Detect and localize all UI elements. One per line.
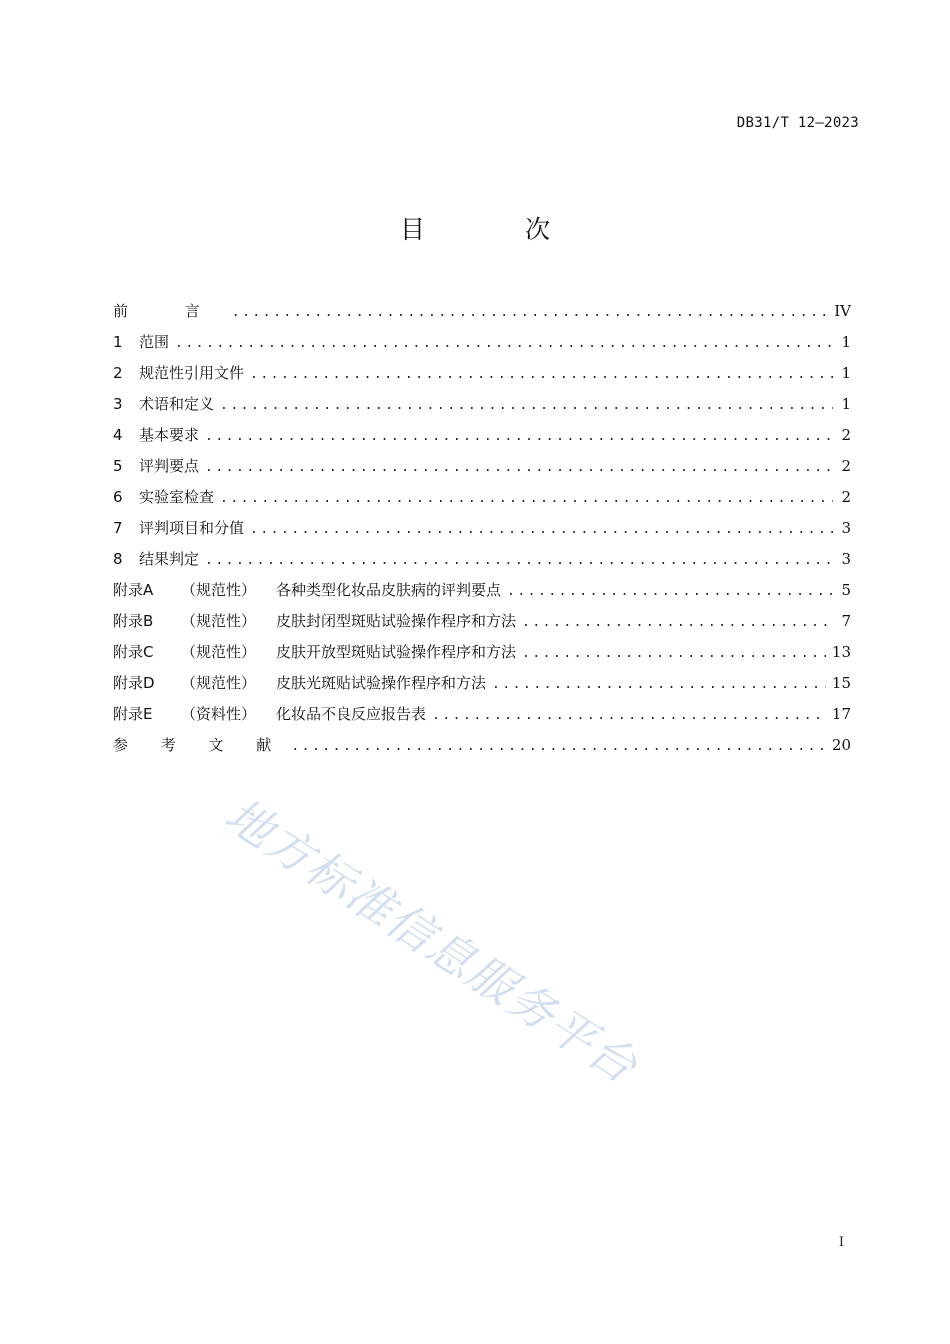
dot-leader: [232, 297, 828, 328]
annex-label: 皮肤封闭型斑贴试验操作程序和方法: [276, 612, 517, 630]
dot-leader: [250, 514, 833, 545]
toc-entry-page: 20: [831, 736, 851, 754]
toc-entry-label: 实验室检查: [139, 488, 215, 506]
toc-entry-6[interactable]: [113, 482, 851, 513]
toc-entry-label: 范围: [139, 333, 170, 351]
toc-entry-page: 2: [841, 457, 851, 475]
dot-leader: [205, 545, 833, 576]
toc-entry-3[interactable]: [113, 389, 851, 420]
annex-kind: （规范性）: [181, 674, 257, 692]
annex-kind: （规范性）: [181, 612, 257, 630]
annex-id: 附录B: [113, 612, 154, 630]
annex-label: 化妆品不良反应报告表: [276, 705, 427, 723]
toc-entry-1[interactable]: [113, 327, 851, 358]
annex-id: 附录C: [113, 643, 154, 661]
dot-leader: [220, 483, 833, 514]
toc-entry-page: 1: [841, 333, 851, 351]
toc-annex-d[interactable]: [113, 668, 851, 699]
toc-entry-page: 5: [841, 581, 851, 599]
toc-entry-number: 6: [113, 488, 123, 506]
dot-leader: [522, 607, 833, 638]
annex-id: 附录A: [113, 581, 154, 599]
toc-entry-label: 前 言: [113, 302, 226, 320]
toc-entry-page: 3: [841, 519, 851, 537]
toc-entry-page: 13: [831, 643, 851, 661]
toc-annex-e[interactable]: [113, 699, 851, 730]
toc-entry-number: 2: [113, 364, 123, 382]
toc-annex-b[interactable]: [113, 606, 851, 637]
annex-kind: （规范性）: [181, 581, 257, 599]
toc-entry-7[interactable]: [113, 513, 851, 544]
toc-entry-label: 参 考 文 献: [113, 736, 286, 754]
toc-entry-2[interactable]: [113, 358, 851, 389]
toc-entry-foreword[interactable]: [113, 296, 851, 327]
dot-leader: [507, 576, 833, 607]
annex-id: 附录E: [113, 705, 153, 723]
toc-entry-label: 评判要点: [139, 457, 200, 475]
dot-leader: [250, 359, 833, 390]
page-number: I: [838, 1235, 844, 1250]
toc-entry-5[interactable]: [113, 451, 851, 482]
toc-entry-references[interactable]: [113, 730, 851, 761]
dot-leader: [492, 669, 826, 700]
toc-entry-number: 3: [113, 395, 123, 413]
table-of-contents: [113, 296, 851, 761]
toc-entry-label: 评判项目和分值: [139, 519, 245, 537]
toc-entry-number: 1: [113, 333, 123, 351]
toc-entry-page: 7: [841, 612, 851, 630]
toc-entry-page: IV: [834, 302, 851, 320]
dot-leader: [522, 638, 826, 669]
toc-entry-number: 5: [113, 457, 123, 475]
toc-entry-8[interactable]: [113, 544, 851, 575]
annex-label: 皮肤开放型斑贴试验操作程序和方法: [276, 643, 517, 661]
toc-entry-page: 1: [841, 364, 851, 382]
toc-entry-label: 结果判定: [139, 550, 200, 568]
annex-label: 皮肤光斑贴试验操作程序和方法: [276, 674, 487, 692]
watermark-text: 地方标准信息服务平台: [215, 787, 648, 1095]
dot-leader: [205, 452, 833, 483]
toc-annex-a[interactable]: [113, 575, 851, 606]
toc-entry-number: 7: [113, 519, 123, 537]
dot-leader: [175, 328, 833, 359]
page-title: 目 次: [400, 215, 596, 244]
toc-entry-label: 基本要求: [139, 426, 200, 444]
toc-entry-number: 8: [113, 550, 123, 568]
annex-kind: （资料性）: [181, 705, 257, 723]
toc-entry-number: 4: [113, 426, 123, 444]
annex-kind: （规范性）: [181, 643, 257, 661]
toc-entry-label: 术语和定义: [139, 395, 215, 413]
dot-leader: [291, 731, 826, 762]
dot-leader: [205, 421, 833, 452]
dot-leader: [220, 390, 833, 421]
toc-entry-page: 2: [841, 488, 851, 506]
toc-entry-page: 3: [841, 550, 851, 568]
toc-annex-c[interactable]: [113, 637, 851, 668]
dot-leader: [432, 700, 826, 731]
annex-label: 各种类型化妆品皮肤病的评判要点: [276, 581, 502, 599]
annex-id: 附录D: [113, 674, 155, 692]
toc-entry-page: 17: [831, 705, 851, 723]
toc-entry-page: 1: [841, 395, 851, 413]
toc-entry-page: 15: [831, 674, 851, 692]
toc-entry-4[interactable]: [113, 420, 851, 451]
standard-code: DB31/T 12—2023: [736, 115, 859, 131]
toc-entry-page: 2: [841, 426, 851, 444]
toc-entry-label: 规范性引用文件: [139, 364, 245, 382]
